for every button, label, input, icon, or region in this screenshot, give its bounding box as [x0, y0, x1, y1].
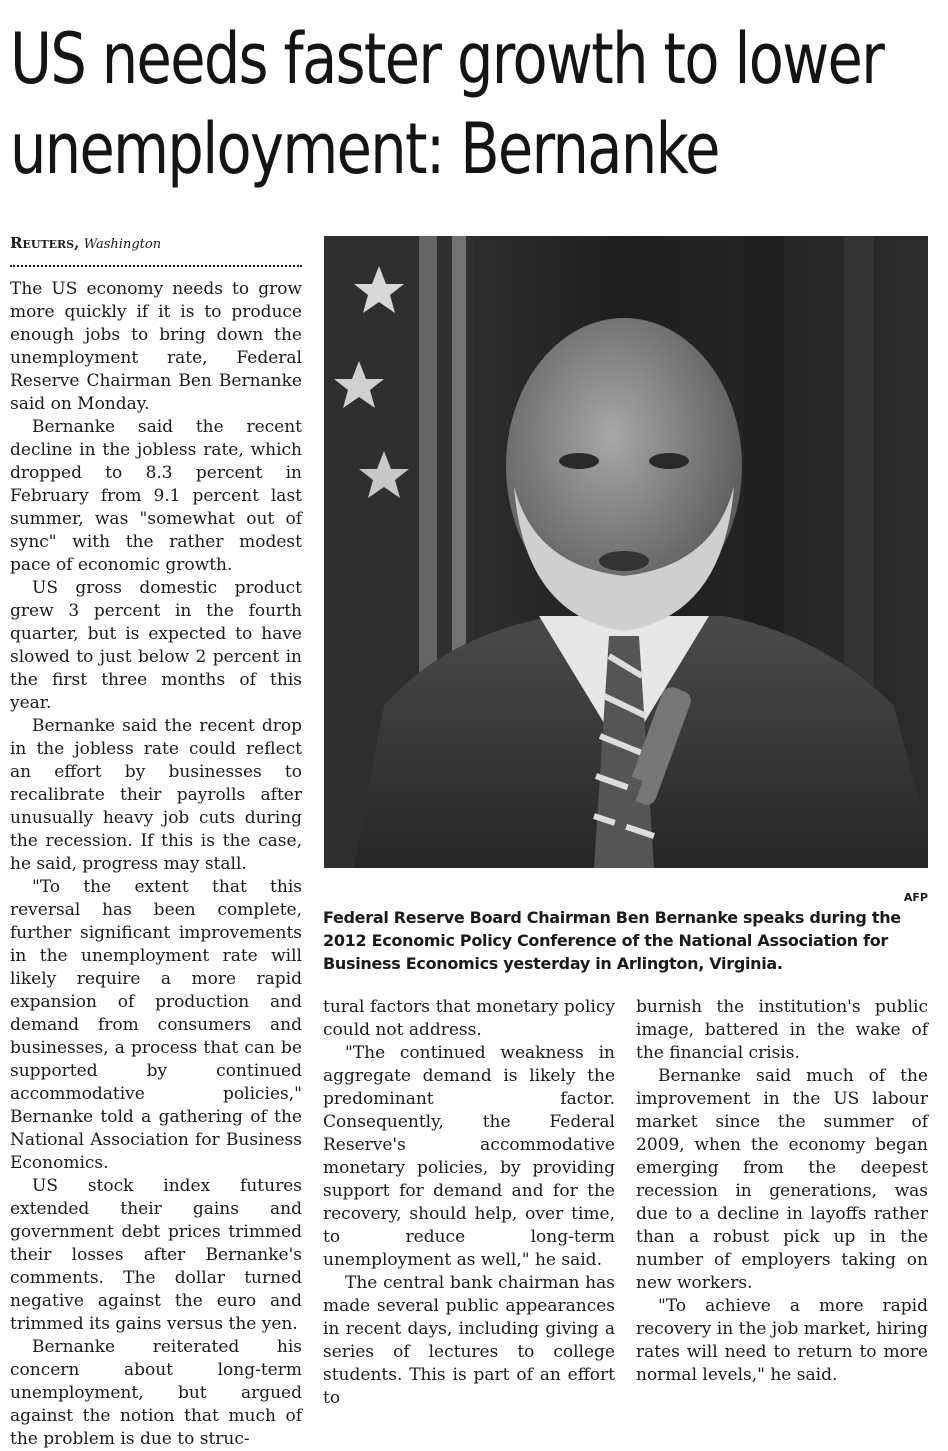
paragraph: The central bank chairman has made several public appearances in recent days, including giving a series of lectures to college students. This is part of an effort to: [323, 1273, 615, 1408]
paragraph: Bernanke said much of the improvement in the US labour market since the summer of 2009, when the economy began emerging from the deepest recession in generations, was due to a decline in layoffs rather than a robust pick up in the number of employers taking on new workers.: [636, 1066, 928, 1293]
headline-line-2: unemployment: Bernanke: [10, 108, 719, 190]
paragraph: US stock index futures extended their gains and government debt prices trimmed their losses after Bernanke's comments. The dollar turned negative against the euro and trimmed its gains versus the yen.: [10, 1176, 302, 1334]
headline-line-1: US needs faster growth to lower: [10, 18, 884, 100]
byline-agency: Reuters,: [10, 234, 80, 252]
paragraph: "The continued weakness in aggregate demand is likely the predominant factor. Consequently, the Federal Reserve's accommodative monetary policies, by providing support for demand and for the recovery, should help, over time, to reduce long-term unemployment as well," he said.: [323, 1043, 615, 1270]
article-column-3: [636, 996, 928, 1387]
paragraph: "To achieve a more rapid recovery in the job market, hiring rates will need to return to more normal levels," he said.: [636, 1296, 928, 1385]
bernanke-photo: [324, 236, 928, 868]
byline: [10, 234, 302, 267]
paragraph: Bernanke reiterated his concern about long-term unemployment, but argued against the notion that much of the problem is due to struc-: [10, 1337, 302, 1449]
paragraph: tural factors that monetary policy could not address.: [323, 997, 615, 1040]
paragraph: Bernanke said the recent drop in the jobless rate could reflect an effort by businesses to recalibrate their payrolls after unusually heavy job cuts during the recession. If this is the case, he said, progress may stall.: [10, 716, 302, 874]
paragraph: US gross domestic product grew 3 percent in the fourth quarter, but is expected to have slowed to just below 2 percent in the first three months of this year.: [10, 578, 302, 713]
photo-credit: AFP: [903, 891, 928, 904]
headline: [10, 14, 945, 194]
byline-location: Washington: [83, 237, 162, 252]
paragraph: "To the extent that this reversal has been complete, further significant improvements in the unemployment rate will likely require a more rapid expansion of production and demand from consumers and businesses, a process that can be supported by continued accommodative policies," Bernanke told a gathering of the National Association for Business Economics.: [10, 877, 302, 1173]
photo-caption: Federal Reserve Board Chairman Ben Bernanke speaks during the 2012 Economic Policy Conference of the National Association for Business Economics yesterday in Arlington, Virginia.: [323, 908, 901, 973]
photo-illustration: [324, 236, 928, 868]
paragraph: Bernanke said the recent decline in the jobless rate, which dropped to 8.3 percent in February from 9.1 percent last summer, was "somewhat out of sync" with the rather modest pace of economic growth.: [10, 417, 302, 575]
article-column-1: [10, 278, 302, 1451]
paragraph: burnish the institution's public image, battered in the wake of the financial crisis.: [636, 997, 928, 1063]
article-column-2: [323, 996, 615, 1410]
paragraph: The US economy needs to grow more quickly if it is to produce enough jobs to bring down the unemployment rate, Federal Reserve Chairman Ben Bernanke said on Monday.: [10, 279, 302, 414]
